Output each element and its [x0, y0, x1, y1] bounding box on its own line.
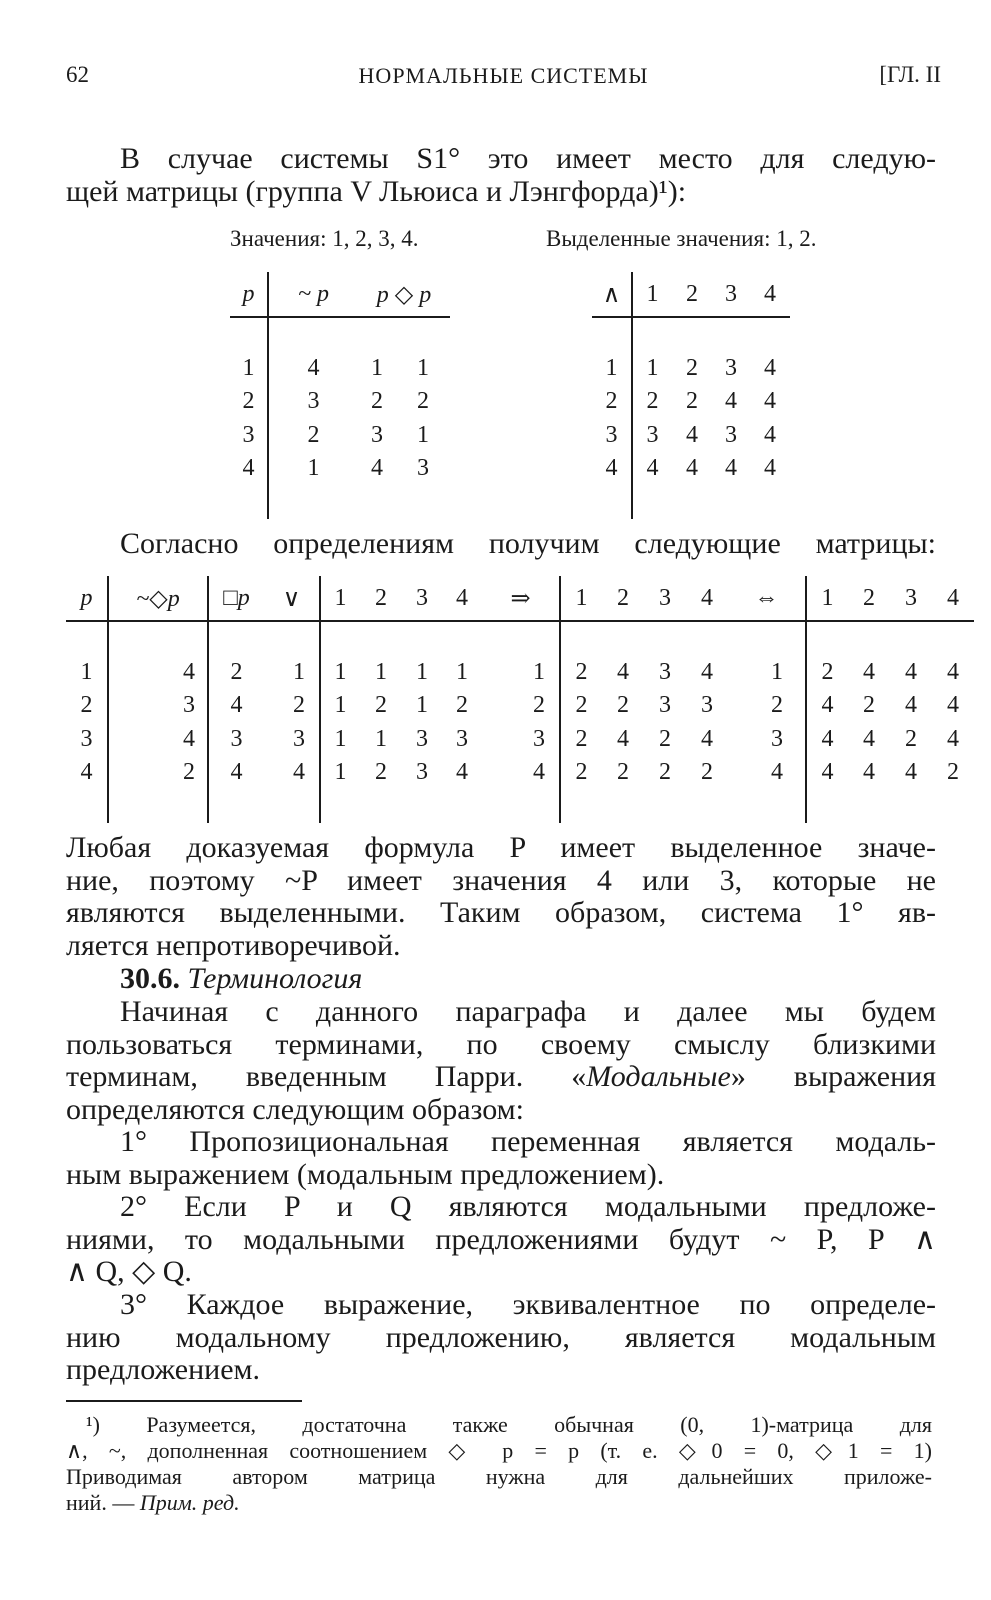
header-cell: 3	[644, 576, 686, 621]
text-line: предложением.	[66, 1353, 261, 1386]
table-cell: 2	[307, 421, 320, 448]
table-cell: 3	[108, 689, 208, 723]
text-line: Начиная с данного параграфа и далее мы будем	[120, 995, 936, 1028]
text-line: Согласно определениям получим следующие матрицы:	[120, 527, 936, 560]
table-cell: 4	[686, 455, 698, 482]
text-line: пользоваться терминами, по своему смыслу близкими	[66, 1027, 936, 1061]
table-header-row	[66, 576, 974, 621]
table-cell: 4	[821, 725, 834, 752]
table-cell: 2	[575, 692, 588, 719]
table-cell: 3	[230, 419, 268, 453]
table-cell: 2	[592, 385, 632, 419]
header-cell: 3	[712, 272, 750, 317]
table-row	[230, 452, 450, 486]
text-line: ∧, ~, дополненная соотношением ◇ p = p (т. е. ◇0 = 0, ◇1 = 1)	[66, 1438, 932, 1463]
text-line: 1° Пропозициональная переменная является модаль-	[120, 1125, 936, 1158]
table-row	[230, 385, 450, 419]
text-line: ниями, то модальными предложениями будут ~ P, P ∧	[66, 1222, 936, 1256]
text-line: Приводимая автором матрица нужна для дальнейших приложе-	[66, 1464, 932, 1489]
header-cell: □p	[208, 576, 264, 621]
table-header-row	[230, 272, 450, 317]
text-line: Любая доказуемая формула P имеет выделенное значе-	[66, 831, 936, 864]
table-cell: 4	[947, 692, 959, 719]
text-line: ∧ Q, ◇ Q.	[66, 1255, 192, 1288]
table-cell: 4	[947, 725, 959, 752]
header-cell: 1	[806, 576, 848, 621]
table-cell: 1	[264, 656, 320, 690]
table-cell: 1	[416, 658, 428, 685]
text-line: щей матрицы (группа V Льюиса и Лэнгфорда)¹):	[66, 174, 687, 208]
table-cell: 4	[482, 756, 560, 790]
table-cell: 4	[66, 756, 108, 790]
designated-values-label: Выделенные значения: 1, 2.	[546, 226, 817, 251]
header-cell: 4	[750, 272, 790, 317]
chapter-label: [ГЛ. II	[879, 62, 941, 87]
header-cell: 2	[360, 576, 402, 621]
table-cell: 2	[371, 388, 383, 415]
table-cell: 2	[617, 759, 629, 786]
table-cell: 3	[725, 354, 737, 381]
section-number: 30.6.	[120, 962, 180, 995]
table-cell: 2	[575, 725, 588, 752]
table-cell: 1	[334, 658, 347, 685]
table-cell: 3	[307, 388, 320, 415]
table-cell: 4	[264, 756, 320, 790]
table-cell: 1	[307, 455, 320, 482]
table-cell: 2	[66, 689, 108, 723]
table-cell: 1	[334, 759, 347, 786]
running-head	[66, 62, 941, 96]
table-cell: 1	[417, 354, 429, 381]
table-cell: 4	[230, 452, 268, 486]
text-line: ляется непротиворечивой.	[66, 928, 401, 962]
table-row	[592, 452, 790, 486]
running-title: НОРМАЛЬНЫЕ СИСТЕМЫ	[358, 63, 649, 88]
table-cell: 4	[686, 421, 698, 448]
header-cell: ⇒	[482, 576, 560, 621]
table-cell: 1	[334, 725, 347, 752]
header-cell: p	[66, 576, 108, 621]
table-cell: 2	[417, 388, 429, 415]
derived-matrices	[66, 576, 974, 823]
table-row	[66, 689, 974, 723]
text-line: 2° Если P и Q являются модальными предложе-	[120, 1190, 936, 1223]
table-cell: 4	[617, 725, 629, 752]
table-cell: 3	[416, 725, 428, 752]
rule-2	[66, 1191, 936, 1289]
header-cell: p	[230, 272, 268, 317]
table-cell: 3	[230, 725, 243, 752]
table-cell: 4	[592, 452, 632, 486]
table-cell: 2	[905, 725, 917, 752]
table-row	[66, 756, 974, 790]
table-cell: 1	[646, 354, 659, 381]
header-cell: 2	[848, 576, 890, 621]
text-line: ний. — Прим. ред.	[66, 1490, 240, 1515]
table-cell: 1	[592, 352, 632, 386]
table-cell: 2	[659, 759, 671, 786]
table-cell: 1	[375, 725, 387, 752]
table-cell: 1	[375, 658, 387, 685]
modal-term: Модальные	[586, 1060, 731, 1093]
table-cell: 4	[646, 455, 659, 482]
text-line: ным выражением (модальным предложением).	[66, 1157, 665, 1191]
table-cell: 4	[821, 759, 834, 786]
table-cell: 4	[725, 388, 737, 415]
terminology-paragraph	[66, 996, 936, 1126]
header-cell: 1	[320, 576, 360, 621]
header-cell: ∧	[592, 272, 632, 317]
header-cell: 3	[402, 576, 442, 621]
text-line: ¹) Разумеется, достаточна также обычная (0, 1)-матрица для	[86, 1412, 932, 1437]
table-cell: 2	[701, 759, 713, 786]
table-cell: 4	[764, 455, 776, 482]
header-cell: 2	[602, 576, 644, 621]
table-cell: 2	[230, 658, 243, 685]
table-cell: 2	[375, 759, 387, 786]
table-cell: 4	[947, 658, 959, 685]
table-cell: 3	[416, 759, 428, 786]
section-title: Терминология	[187, 962, 363, 995]
table-cell: 1	[334, 692, 347, 719]
table-cell: 1	[728, 656, 806, 690]
table-cell: 4	[108, 656, 208, 690]
footnote-divider	[66, 1400, 302, 1402]
page-number: 62	[66, 62, 89, 87]
table-cell: 3	[659, 658, 671, 685]
table-cell: 2	[947, 759, 959, 786]
table-header-row	[592, 272, 790, 317]
table-cell: 2	[617, 692, 629, 719]
text-line: определяются следующим образом:	[66, 1092, 524, 1126]
header-cell: 4	[442, 576, 482, 621]
text-line: являются выделенными. Таким образом, система 1° яв-	[66, 896, 936, 929]
table-cell: 2	[659, 725, 671, 752]
table-cell: 1	[416, 692, 428, 719]
table-cell: 2	[375, 692, 387, 719]
table-cell: 2	[646, 388, 659, 415]
header-cell: 2	[672, 272, 712, 317]
table-cell: 3	[728, 723, 806, 757]
text-line: 3° Каждое выражение, эквивалентное по определе-	[120, 1288, 936, 1321]
table-cell: 3	[66, 723, 108, 757]
section-heading	[66, 963, 936, 996]
negation-possibility-matrix	[230, 272, 450, 519]
table-cell: 2	[686, 388, 698, 415]
table-cell: 4	[905, 692, 917, 719]
table-cell: 3	[592, 419, 632, 453]
table-cell: 2	[108, 756, 208, 790]
table-cell: 3	[482, 723, 560, 757]
table-cell: 2	[482, 689, 560, 723]
editor-note: Прим. ред.	[139, 1490, 240, 1515]
header-cell: ~◇p	[108, 576, 208, 621]
header-cell: ∨	[264, 576, 320, 621]
text-line: терминам, введенным Парри. «Модальные» выражения	[66, 1060, 936, 1093]
table-cell: 4	[108, 723, 208, 757]
text-line: В случае системы S1° это имеет место для следую-	[120, 142, 936, 175]
header-cell: 3	[890, 576, 932, 621]
header-cell: 1	[632, 272, 672, 317]
table-cell: 2	[575, 658, 588, 685]
intro-paragraph	[66, 143, 936, 208]
table-cell: 2	[821, 658, 834, 685]
table-cell: 4	[617, 658, 629, 685]
table-cell: 1	[482, 656, 560, 690]
header-cell: ⇔	[728, 576, 806, 621]
table-cell: 2	[456, 692, 468, 719]
rule-1	[66, 1126, 936, 1191]
table-cell: 2	[264, 689, 320, 723]
table-cell: 4	[863, 725, 875, 752]
table-cell: 4	[821, 692, 834, 719]
values-label: Значения: 1, 2, 3, 4.	[230, 226, 419, 251]
conjunction-matrix	[592, 272, 790, 519]
text-line: нию модальному предложению, является модальным	[66, 1320, 936, 1354]
derived-matrices-intro	[66, 528, 936, 561]
header-cell: 1	[560, 576, 602, 621]
table-cell: 3	[659, 692, 671, 719]
table-cell: 2	[686, 354, 698, 381]
table-row	[230, 419, 450, 453]
header-cell: 4	[932, 576, 974, 621]
table-cell: 3	[264, 723, 320, 757]
table-cell: 3	[456, 725, 468, 752]
table-cell: 2	[728, 689, 806, 723]
table-row	[592, 419, 790, 453]
table-cell: 3	[371, 421, 383, 448]
table-cell: 4	[456, 759, 468, 786]
table-row	[592, 385, 790, 419]
table-cell: 1	[230, 352, 268, 386]
consistency-paragraph	[66, 832, 936, 962]
table-cell: 4	[230, 759, 243, 786]
table-cell: 4	[764, 354, 776, 381]
table-cell: 2	[575, 759, 588, 786]
table-cell: 4	[764, 388, 776, 415]
table-cell: 4	[701, 725, 713, 752]
table-cell: 4	[863, 759, 875, 786]
table-cell: 3	[725, 421, 737, 448]
table-cell: 1	[417, 421, 429, 448]
text-line: ние, поэтому ~P имеет значения 4 или 3, которые не	[66, 863, 936, 897]
rule-3	[66, 1289, 936, 1387]
table-cell: 3	[417, 455, 429, 482]
header-cell: 4	[686, 576, 728, 621]
table-cell: 1	[66, 656, 108, 690]
table-cell: 4	[371, 455, 383, 482]
table-cell: 4	[230, 692, 243, 719]
table-cell: 2	[230, 385, 268, 419]
table-row	[592, 352, 790, 386]
table-row	[230, 352, 450, 386]
table-cell: 4	[764, 421, 776, 448]
table-cell: 4	[905, 658, 917, 685]
table-cell: 4	[905, 759, 917, 786]
table-row	[66, 656, 974, 690]
table-cell: 2	[863, 692, 875, 719]
table-cell: 1	[371, 354, 383, 381]
table-cell: 4	[725, 455, 737, 482]
header-cell: p ◇ p	[358, 272, 450, 317]
table-cell: 4	[307, 354, 320, 381]
table-cell: 4	[701, 658, 713, 685]
table-cell: 4	[728, 756, 806, 790]
table-cell: 1	[456, 658, 468, 685]
header-cell: ~ p	[268, 272, 358, 317]
footnote	[66, 1412, 932, 1516]
table-cell: 3	[701, 692, 713, 719]
table-row	[66, 723, 974, 757]
table-cell: 4	[863, 658, 875, 685]
table-cell: 3	[646, 421, 659, 448]
